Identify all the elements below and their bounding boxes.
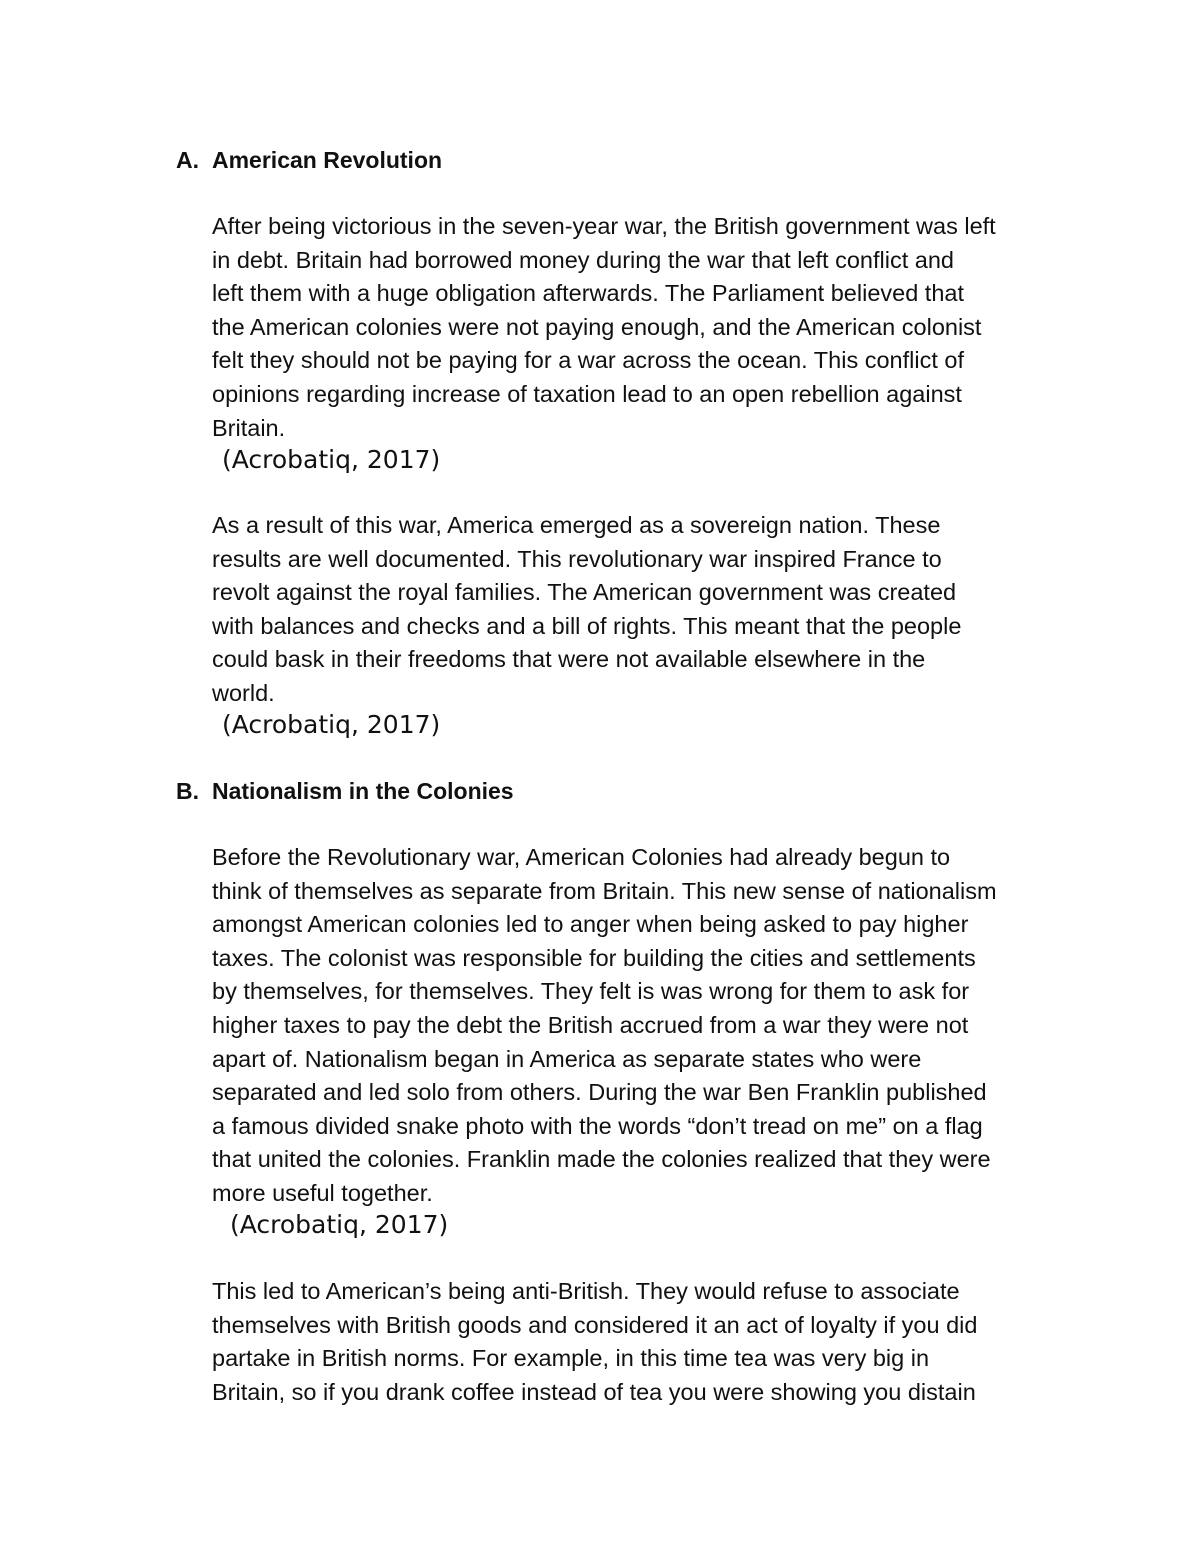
paragraph-line: the American colonies were not paying enough, and the American colonist: [212, 313, 982, 340]
paragraph-line: felt they should not be paying for a war across the ocean. This conflict of: [212, 347, 964, 374]
paragraph-line: separated and led solo from others. During the war Ben Franklin published: [212, 1079, 987, 1106]
paragraph-line: higher taxes to pay the debt the British accrued from a war they were not: [212, 1011, 969, 1038]
section-a-citation-1: (Acrobatiq, 2017): [222, 445, 441, 474]
paragraph-line: After being victorious in the seven-year war, the British government was left: [212, 213, 996, 239]
paragraph-line: that united the colonies. Franklin made the colonies realized that they were: [212, 1146, 991, 1173]
paragraph-line: more useful together.: [212, 1179, 433, 1206]
paragraph-line: a famous divided snake photo with the words “don’t tread on me” on a flag: [212, 1112, 983, 1139]
paragraph-line: apart of. Nationalism began in America as separate states who were: [212, 1045, 922, 1072]
section-a-paragraph-2: [212, 509, 1072, 711]
paragraph-line: revolt against the royal families. The American government was created: [212, 579, 957, 606]
paragraph-line: This led to American’s being anti-British. They would refuse to associate: [212, 1278, 960, 1304]
paragraph-line: themselves with British goods and considered it an act of loyalty if you did: [212, 1311, 978, 1338]
paragraph-line: results are well documented. This revolutionary war inspired France to: [212, 545, 942, 572]
paragraph-line: world.: [212, 679, 275, 706]
paragraph-line: with balances and checks and a bill of rights. This meant that the people: [212, 612, 962, 639]
paragraph-line: Before the Revolutionary war, American Colonies had already begun to: [212, 844, 951, 870]
section-b-heading: [176, 774, 514, 808]
paragraph-line: left them with a huge obligation afterwards. The Parliament believed that: [212, 280, 964, 307]
paragraph-line: in debt. Britain had borrowed money during the war that left conflict and: [212, 246, 954, 273]
section-a-title: American Revolution: [212, 147, 443, 173]
section-b-title: Nationalism in the Colonies: [212, 778, 514, 804]
section-b-letter: B.: [176, 778, 199, 804]
section-b-citation-1: (Acrobatiq, 2017): [230, 1210, 449, 1239]
paragraph-line: taxes. The colonist was responsible for building the cities and settlements: [212, 944, 976, 971]
paragraph-line: opinions regarding increase of taxation lead to an open rebellion against: [212, 380, 962, 407]
section-a-citation-2: (Acrobatiq, 2017): [222, 710, 441, 739]
paragraph-line: Britain, so if you drank coffee instead of tea you were showing you distain: [212, 1378, 976, 1405]
paragraph-line: partake in British norms. For example, in this time tea was very big in: [212, 1345, 930, 1372]
section-a-heading: [176, 143, 442, 177]
section-a-letter: A.: [176, 147, 199, 173]
paragraph-line: think of themselves as separate from Britain. This new sense of nationalism: [212, 877, 997, 904]
section-b-paragraph-1: [212, 841, 1072, 1211]
section-b-paragraph-2: [212, 1275, 1072, 1409]
paragraph-line: As a result of this war, America emerged as a sovereign nation. These: [212, 512, 941, 538]
section-a-paragraph-1: [212, 210, 1072, 445]
paragraph-line: could bask in their freedoms that were not available elsewhere in the: [212, 646, 926, 673]
paragraph-line: amongst American colonies led to anger when being asked to pay higher: [212, 911, 969, 938]
paragraph-line: Britain.: [212, 414, 286, 441]
paragraph-line: by themselves, for themselves. They felt is was wrong for them to ask for: [212, 978, 970, 1005]
